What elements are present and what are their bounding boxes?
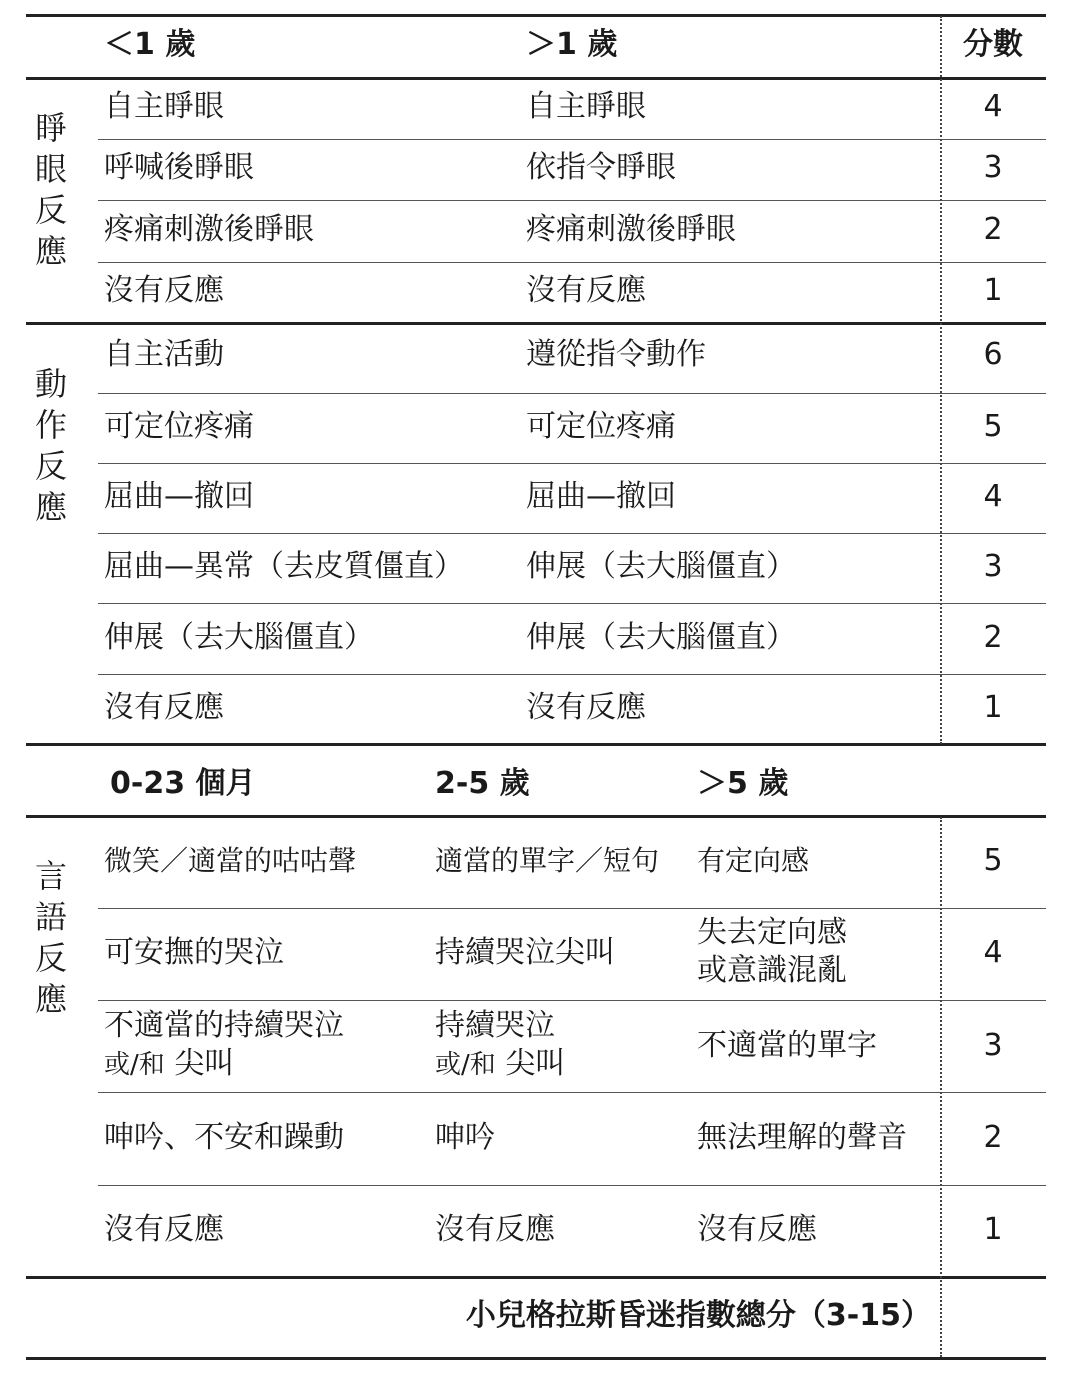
- verbal-row-gt5y: 沒有反應: [697, 1212, 817, 1247]
- rule: [98, 1185, 1046, 1186]
- eye-row-gt1: 依指令睜眼: [526, 150, 676, 185]
- score-divider: [940, 817, 942, 1357]
- eye-row-gt1: 自主睜眼: [526, 89, 646, 124]
- eye-row-score: 1: [983, 273, 1003, 308]
- motor-row-score: 4: [983, 479, 1003, 514]
- rule: [98, 1092, 1046, 1093]
- rule: [98, 139, 1046, 140]
- motor-row-score: 3: [983, 549, 1003, 584]
- rule: [98, 393, 1046, 394]
- verbal-row-2-5y: 持續哭泣 或/和 尖叫: [435, 1008, 566, 1081]
- rule: [98, 674, 1046, 675]
- verbal-row-score: 5: [983, 843, 1003, 878]
- header-score: 分數: [963, 27, 1023, 62]
- rule-section-motor: [26, 743, 1046, 746]
- rule-bottom: [26, 1357, 1046, 1360]
- motor-row-lt1: 屈曲—異常（去皮質僵直）: [104, 549, 464, 584]
- motor-row-gt1: 伸展（去大腦僵直）: [526, 620, 796, 655]
- rule-section-verbal: [26, 1276, 1046, 1279]
- motor-row-score: 6: [983, 337, 1003, 372]
- rule: [98, 533, 1046, 534]
- verbal-row-score: 2: [983, 1120, 1003, 1155]
- eye-row-score: 2: [983, 212, 1003, 247]
- header-0-23-months: 0-23 個月: [110, 766, 256, 801]
- eye-row-lt1: 呼喊後睜眼: [104, 150, 254, 185]
- motor-row-lt1: 屈曲—撤回: [104, 479, 254, 514]
- rule: [98, 463, 1046, 464]
- eye-row-lt1: 疼痛刺激後睜眼: [104, 212, 314, 247]
- motor-row-gt1: 可定位疼痛: [526, 409, 676, 444]
- header-lt1-age: ＜1 歲: [104, 27, 196, 62]
- rule: [98, 200, 1046, 201]
- motor-row-gt1: 沒有反應: [526, 690, 646, 725]
- verbal-row-gt5y: 失去定向感 或意識混亂: [697, 915, 847, 988]
- motor-row-gt1: 屈曲—撤回: [526, 479, 676, 514]
- motor-row-score: 2: [983, 620, 1003, 655]
- rule-header1: [26, 77, 1046, 80]
- header-gt5-years: ＞5 歲: [697, 766, 789, 801]
- header-2-5-years: 2-5 歲: [435, 766, 530, 801]
- verbal-row-gt5y: 不適當的單字: [697, 1028, 877, 1063]
- motor-row-lt1: 自主活動: [104, 337, 224, 372]
- header-gt1-age: ＞1 歲: [526, 27, 618, 62]
- category-verbal-response: 言 語 反 應: [34, 857, 67, 1018]
- motor-row-lt1: 可定位疼痛: [104, 409, 254, 444]
- motor-row-gt1: 伸展（去大腦僵直）: [526, 549, 796, 584]
- verbal-row-gt5y: 無法理解的聲音: [697, 1120, 907, 1155]
- total-score-label: 小兒格拉斯昏迷指數總分（3-15）: [465, 1298, 931, 1333]
- verbal-row-score: 4: [983, 935, 1003, 970]
- verbal-row-score: 3: [983, 1028, 1003, 1063]
- score-divider: [940, 16, 942, 744]
- rule: [98, 1000, 1046, 1001]
- eye-row-gt1: 沒有反應: [526, 273, 646, 308]
- verbal-row-score: 1: [983, 1212, 1003, 1247]
- verbal-row-2-5y: 沒有反應: [435, 1212, 555, 1247]
- motor-row-lt1: 沒有反應: [104, 690, 224, 725]
- verbal-row-0-23m: 可安撫的哭泣: [104, 935, 284, 970]
- eye-row-lt1: 沒有反應: [104, 273, 224, 308]
- eye-row-gt1: 疼痛刺激後睜眼: [526, 212, 736, 247]
- motor-row-score: 1: [983, 690, 1003, 725]
- eye-row-lt1: 自主睜眼: [104, 89, 224, 124]
- eye-row-score: 4: [983, 89, 1003, 124]
- rule-section-eye: [26, 322, 1046, 325]
- motor-row-lt1: 伸展（去大腦僵直）: [104, 620, 374, 655]
- rule: [98, 908, 1046, 909]
- motor-row-score: 5: [983, 409, 1003, 444]
- category-motor-response: 動 作 反 應: [34, 365, 67, 526]
- category-eye-response: 睜 眼 反 應: [34, 109, 67, 270]
- verbal-row-gt5y: 有定向感: [697, 844, 810, 877]
- rule-top: [26, 14, 1046, 17]
- rule: [98, 262, 1046, 263]
- verbal-row-2-5y: 適當的單字／短句: [435, 844, 660, 877]
- verbal-row-0-23m: 呻吟、不安和躁動: [104, 1120, 344, 1155]
- verbal-row-0-23m: 不適當的持續哭泣 或/和 尖叫: [104, 1008, 344, 1081]
- verbal-row-0-23m: 沒有反應: [104, 1212, 224, 1247]
- eye-row-score: 3: [983, 150, 1003, 185]
- motor-row-gt1: 遵從指令動作: [526, 337, 706, 372]
- verbal-row-0-23m: 微笑／適當的咕咕聲: [104, 844, 357, 877]
- verbal-row-2-5y: 持續哭泣尖叫: [435, 935, 615, 970]
- verbal-row-2-5y: 呻吟: [435, 1120, 495, 1155]
- rule: [98, 603, 1046, 604]
- rule-header2: [26, 815, 1046, 818]
